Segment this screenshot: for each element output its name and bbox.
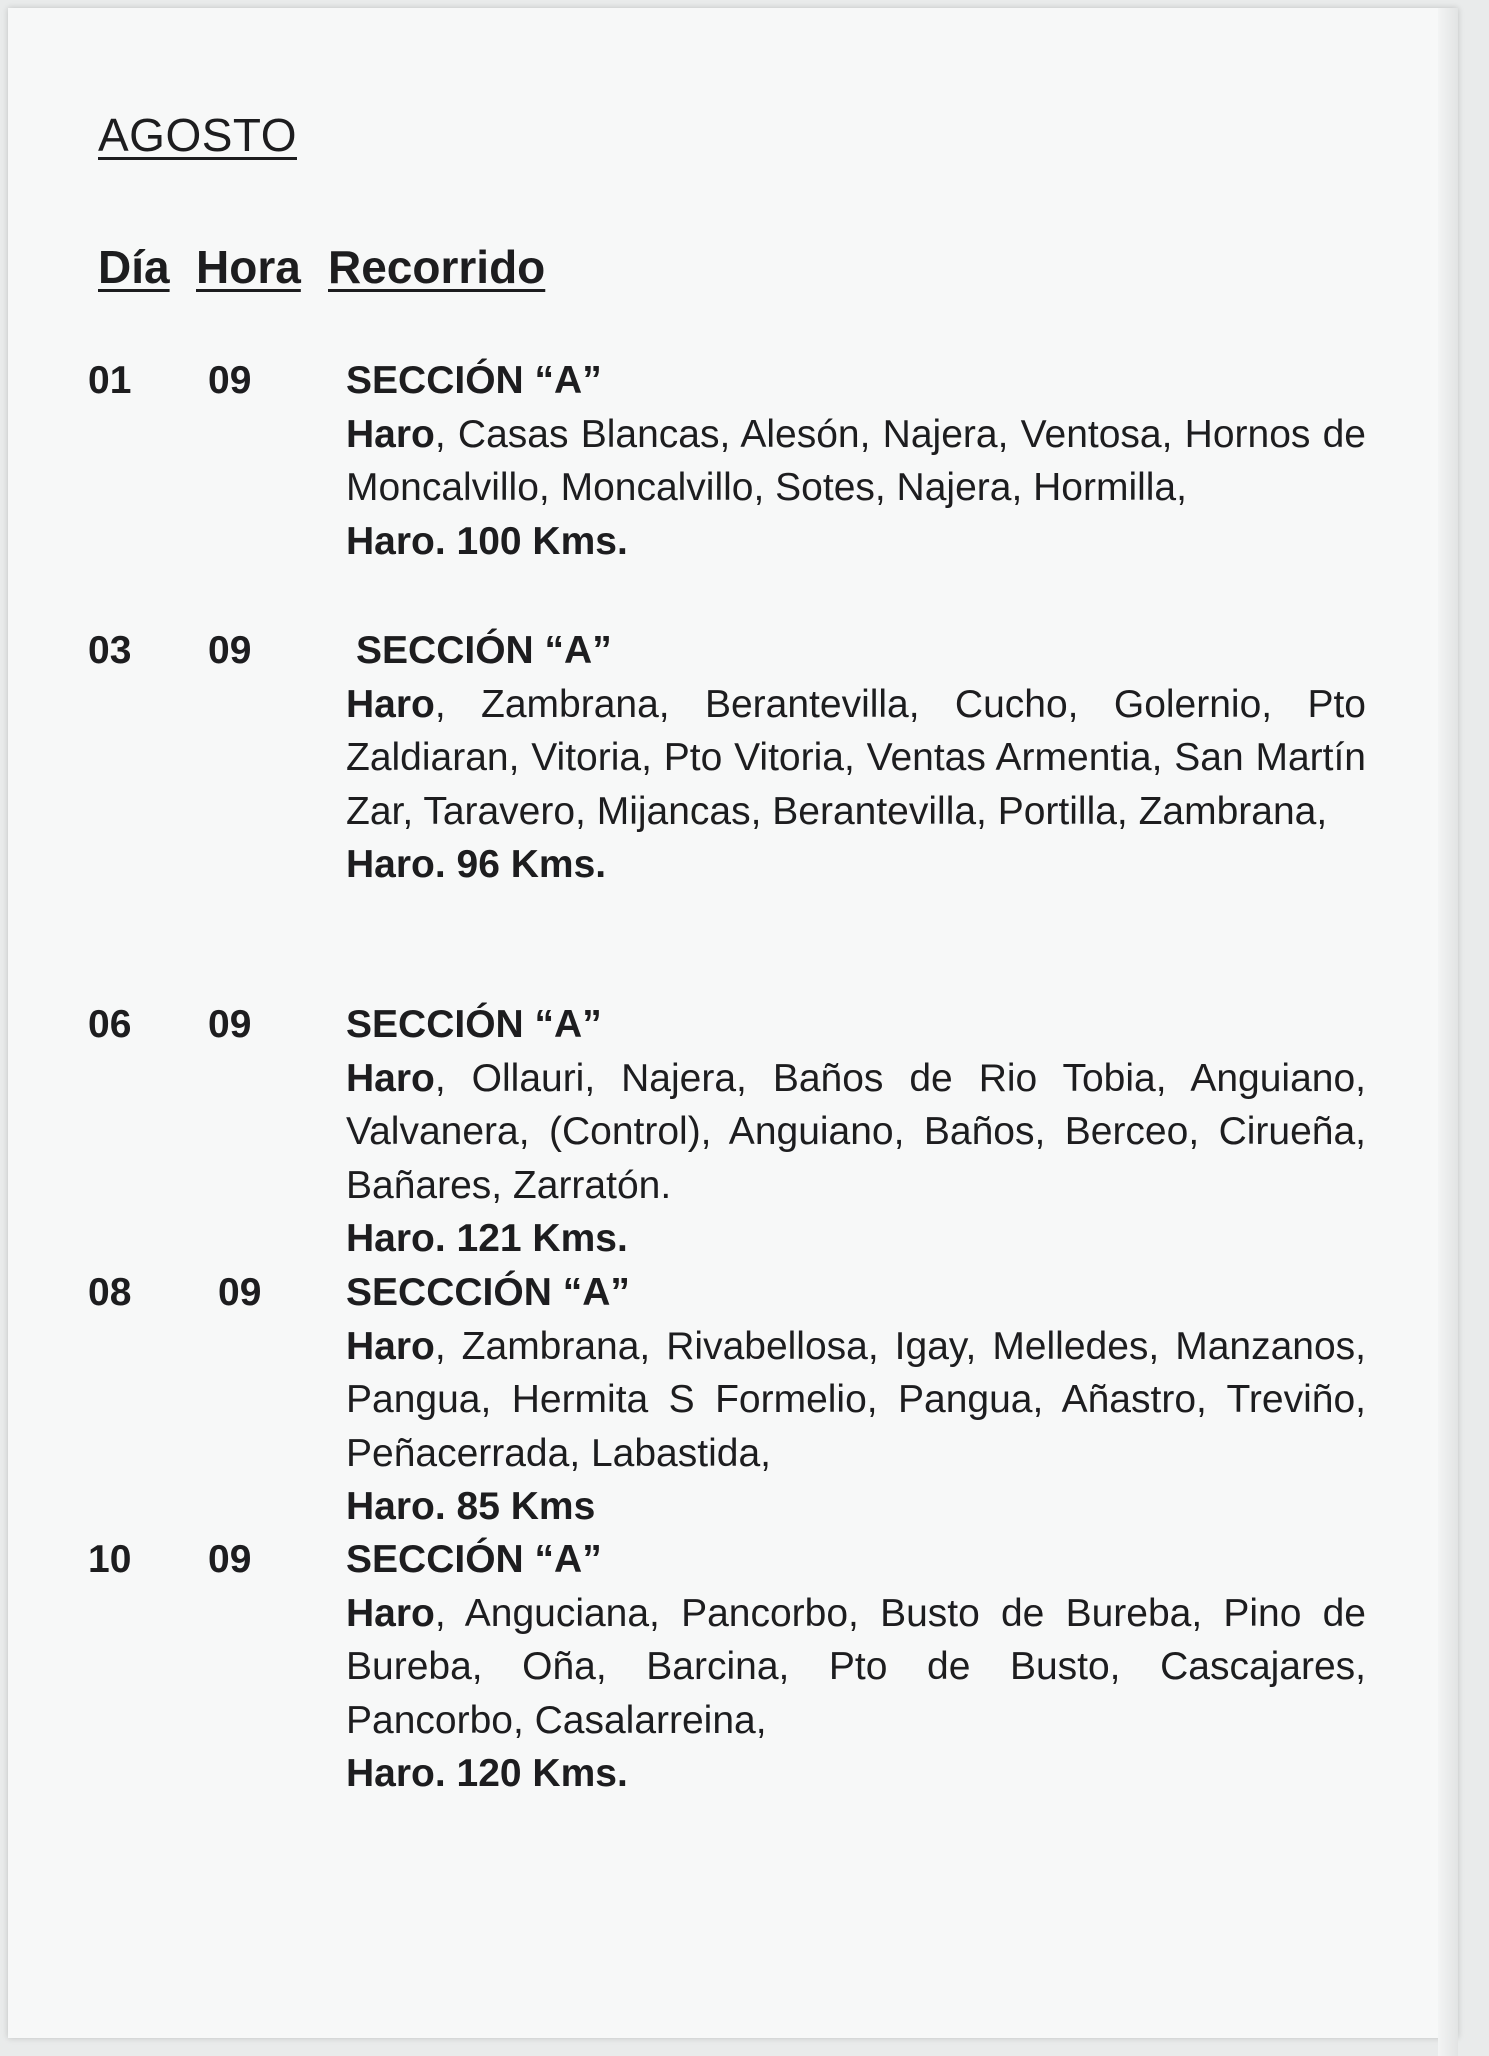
entry-section: SECCIÓN “A” [346, 1003, 602, 1046]
entry-start: Haro [346, 1056, 435, 1100]
entry-stops-list: , Zambrana, Berantevilla, Cucho, Golernio, Pto Zaldiaran, Vitoria, Pto Vitoria, Ventas Armentia, San Martín Zar, Taravero, Mijancas, Berantevilla, Portilla, Zambrana, [346, 682, 1366, 833]
entry-section: SECCIÓN “A” [356, 629, 612, 672]
entry-route [346, 624, 1366, 892]
entry-end: Haro. 85 Kms [346, 1485, 596, 1528]
entry-hour: 09 [208, 359, 252, 402]
entry-route [346, 1533, 1366, 1801]
entry-stops-list: , Ollauri, Najera, Baños de Rio Tobia, Anguiano, Valvanera, (Control), Anguiano, Baños, Berceo, Cirueña, Bañares, Zarratón. [346, 1056, 1366, 1207]
document-page [8, 8, 1458, 2038]
entry-route [346, 354, 1366, 568]
entry-stops [346, 408, 1366, 515]
entry-day: 08 [88, 1271, 132, 1314]
header-route: Recorrido [328, 241, 546, 293]
entry-day: 10 [88, 1538, 132, 1581]
entry-end: Haro. 96 Kms. [346, 843, 607, 886]
entry-hour: 09 [208, 629, 252, 672]
header-day: Día [98, 241, 170, 293]
entry-section: SECCCIÓN “A” [346, 1271, 630, 1314]
entry-day: 01 [88, 359, 132, 402]
entry-stops [346, 678, 1366, 839]
entry-hour: 09 [218, 1271, 262, 1314]
entry-stops-list: , Anguciana, Pancorbo, Busto de Bureba, Pino de Bureba, Oña, Barcina, Pto de Busto, Cascajares, Pancorbo, Casalarreina, [346, 1591, 1366, 1742]
entry-stops-list: , Zambrana, Rivabellosa, Igay, Melledes, Manzanos, Pangua, Hermita S Formelio, Pangua, Añastro, Treviño, Peñacerrada, Labastida, [346, 1324, 1366, 1475]
entry-end: Haro. 121 Kms. [346, 1217, 628, 1260]
entry-section: SECCIÓN “A” [346, 359, 602, 402]
entry-route [346, 1266, 1366, 1534]
entry-hour: 09 [208, 1003, 252, 1046]
entry-stops [346, 1052, 1366, 1213]
entry-end: Haro. 120 Kms. [346, 1752, 628, 1795]
entry-day: 06 [88, 1003, 132, 1046]
entry-hour: 09 [208, 1538, 252, 1581]
entry-end: Haro. 100 Kms. [346, 519, 628, 563]
entry-day: 03 [88, 629, 132, 672]
month-title: AGOSTO [98, 109, 297, 161]
entry-route [346, 998, 1366, 1266]
header-hour: Hora [196, 241, 301, 293]
entry-stops [346, 1587, 1366, 1748]
entry-section: SECCIÓN “A” [346, 1538, 602, 1581]
entry-start: Haro [346, 682, 435, 726]
entry-start: Haro [346, 1591, 435, 1635]
entry-stops [346, 1320, 1366, 1481]
entry-start: Haro [346, 412, 435, 456]
page-edge [1438, 8, 1458, 2056]
entry-start: Haro [346, 1324, 435, 1368]
entry-stops-list: , Casas Blancas, Alesón, Najera, Ventosa, Hornos de Moncalvillo, Moncalvillo, Sotes, Najera, Hormilla, [346, 412, 1366, 509]
